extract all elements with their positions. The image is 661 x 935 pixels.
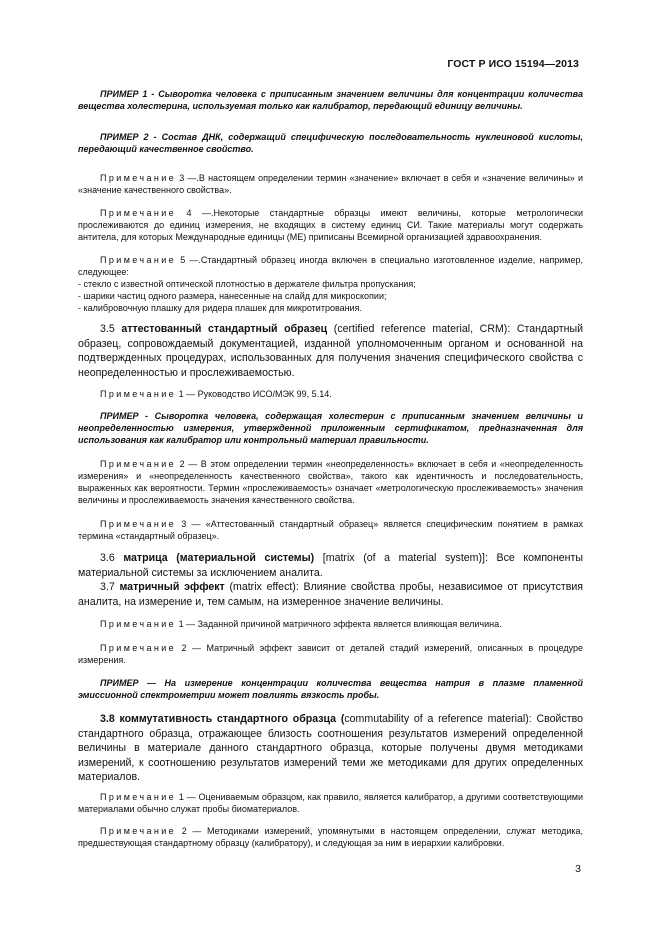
term-3-8-note-1: [78, 791, 583, 815]
term-title: матрица (материальной системы): [123, 552, 315, 564]
term-3-5-example: ПРИМЕР - Сыворотка человека, содержащая холестерин с приписанным значением величины и неопределенностью измерения, утвержденной приложенным сертификатом, предназначенная для использования как калибратор или контрольный материал правильности.: [78, 411, 583, 445]
note-text: 1 — Руководство ИСО/МЭК 99, 5.14.: [176, 389, 332, 399]
note-5: [78, 254, 583, 314]
note-text: 2 — Методиками измерений, упомянутыми в настоящем определении, служат методика, предшествующая стандартному образцу (калибратору), и следующая за ним в иерархии калибровки.: [78, 826, 583, 848]
document-header: ГОСТ Р ИСО 15194—2013: [447, 58, 579, 70]
list-item: - шарики частиц одного размера, нанесенные на слайд для микроскопии;: [78, 291, 387, 301]
note-text: 2 — В этом определении термин «неопределенность» включает в себя и «неопределенность измерения» и «неопределенность качественного свойства», такого как идентичность и последовательность, выраженных как вероятности. Термин «прослеживаемость» означает «метрологическую прослеживаемость» значения величины и прослеживаемость значения качественного свойства.: [78, 459, 583, 505]
page-number: 3: [575, 863, 581, 875]
note-label: Примечание: [100, 459, 177, 469]
note-text: 4 —.Некоторые стандартные образцы имеют величины, которые метрологически прослеживаются до единиц измерения, не входящих в систему единиц СИ. Такие материалы могут содержать антитела, для которых Международные единицы (МЕ) приписаны Всемирной организацией здравоохранения.: [78, 208, 583, 242]
term-number: 3.6: [100, 552, 124, 564]
term-3-5-note-1: [78, 388, 583, 400]
note-3: [78, 172, 583, 196]
term-title: коммутативность стандартного образца (: [119, 713, 345, 725]
note-label: Примечание: [100, 826, 177, 836]
note-label: Примечание: [100, 255, 177, 265]
term-number: 3.8: [100, 713, 120, 725]
term-number: 3.5: [100, 323, 122, 335]
example-1: ПРИМЕР 1 - Сыворотка человека с приписанным значением величины для концентрации количества вещества холестерина, используемая только как калибратор, передающий единицу величины.: [78, 89, 583, 111]
term-3-7-note-2: [78, 642, 583, 666]
note-label: Примечание: [100, 792, 177, 802]
term-3-8-note-2: [78, 825, 583, 849]
term-title: аттестованный стандартный образец: [121, 323, 328, 335]
note-text: 1 — Оцениваемым образцом, как правило, является калибратор, а другими соответствующими материалами обычно служат пробы биоматериалов.: [78, 792, 583, 814]
note-label: Примечание: [100, 643, 177, 653]
term-definition: commutability of a reference material): Свойство стандартного образца, отражающее близость соотношения результатов измерений определенной величины в материале данного стандартного образца, которые получены двумя методиками измерений, к соотношению результатов измерений теми же методиками для других определенных материалов.: [78, 713, 584, 783]
list-item: - стекло с известной оптической плотностью в держателе фильтра пропускания;: [78, 279, 416, 289]
note-text: 3 — «Аттестованный стандартный образец» является специфическим понятием в рамках термина «стандартный образец».: [78, 519, 583, 541]
note-label: Примечание: [100, 519, 177, 529]
term-definition: (certified reference material, CRM): Стандартный образец, сопровождаемый документацией, изданной уполномоченным органом и основанной на подтвержденных процедурах, использованных для получения значения специфического свойства с неопределенностью и прослеживаемостью.: [78, 323, 583, 379]
term-number: 3.7: [100, 581, 120, 593]
term-3-5-note-2: [78, 458, 583, 506]
note-label: Примечание: [100, 389, 177, 399]
note-label: Примечание: [100, 619, 177, 629]
term-definition: [matrix (of a material system)]: Все компоненты материальной системы за исключением аналита.: [78, 552, 584, 579]
example-2: ПРИМЕР 2 - Состав ДНК, содержащий специфическую последовательность нуклеиновой кислоты, передающий качественное свойство.: [78, 132, 583, 154]
list-item: - калибровочную плашку для ридера плашек для микротитрования.: [78, 303, 363, 313]
term-3-7: [78, 580, 583, 609]
term-3-5: [78, 322, 583, 380]
note-4: [78, 207, 583, 243]
note-text: 5 —.Стандартный образец иногда включен в специально изготовленное изделие, например, следующее:: [78, 255, 583, 277]
note-text: 3 —.В настоящем определении термин «значение» включает в себя и «значение величины» и «значение качественного свойства».: [78, 173, 583, 195]
term-3-7-note-1: [78, 618, 583, 630]
note-label: Примечание: [100, 208, 177, 218]
note-label: Примечание: [100, 173, 177, 183]
note-text: 1 — Заданной причиной матричного эффекта является влияющая величина.: [176, 619, 502, 629]
term-3-7-example: ПРИМЕР — На измерение концентрации количества вещества натрия в плазме пламенной эмиссионной спектрометрии может повлиять вязкость пробы.: [78, 678, 583, 700]
term-3-5-note-3: [78, 518, 583, 542]
term-3-8: [78, 712, 583, 785]
note-5-intro: [78, 254, 583, 278]
term-definition: (matrix effect): Влияние свойства пробы, независимое от присутствия аналита, на измерение и, тем самым, на измеренное значение величины.: [78, 581, 584, 608]
term-title: матричный эффект: [119, 581, 225, 593]
note-text: 2 — Матричный эффект зависит от деталей стадий измерений, описанных в процедуре измерения.: [78, 643, 583, 665]
term-3-6: [78, 551, 583, 580]
